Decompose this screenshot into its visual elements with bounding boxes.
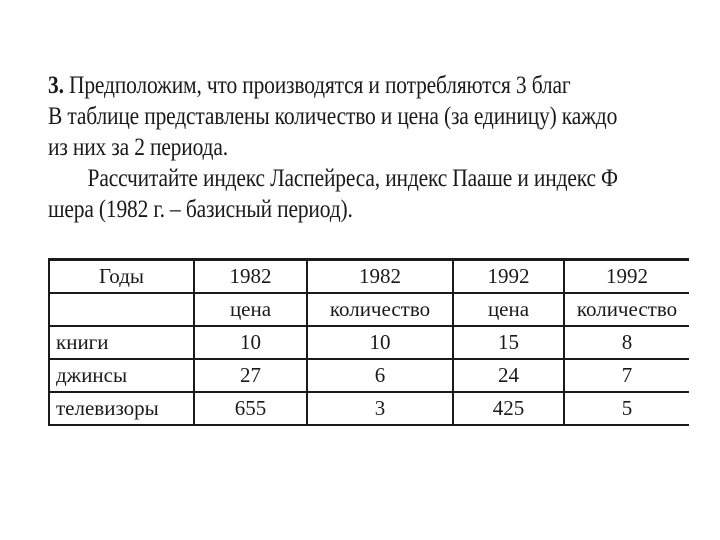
- table-row: [49, 326, 689, 359]
- header-years-label: Годы: [49, 260, 194, 294]
- header-year-cell: 1982: [307, 260, 453, 294]
- quantity-1992-cell: 5: [564, 392, 689, 425]
- table-header-row-measures: [49, 293, 689, 326]
- problem-line-4: Рассчитайте индекс Ласпейреса, индекс Пааше и индекс Ф: [87, 165, 618, 192]
- quantity-1982-cell: 3: [307, 392, 453, 425]
- price-1982-cell: 655: [194, 392, 307, 425]
- header-measure-cell: цена: [453, 293, 564, 326]
- good-name-cell: джинсы: [49, 359, 194, 392]
- problem-line-2: В таблице представлены количество и цена (за единицу) каждо: [48, 103, 618, 130]
- problem-line-1: [48, 70, 598, 101]
- quantity-1992-cell: 8: [564, 326, 689, 359]
- header-measure-cell: количество: [564, 293, 689, 326]
- quantity-1982-cell: 10: [307, 326, 453, 359]
- price-1982-cell: 10: [194, 326, 307, 359]
- price-1992-cell: 15: [453, 326, 564, 359]
- header-measure-cell: цена: [194, 293, 307, 326]
- header-year-cell: 1992: [453, 260, 564, 294]
- header-measure-empty: [49, 293, 194, 326]
- problem-line-5: шера (1982 г. – базисный период).: [48, 196, 353, 223]
- good-name-cell: телевизоры: [49, 392, 194, 425]
- problem-line-3: из них за 2 периода.: [48, 134, 228, 161]
- header-year-cell: 1992: [564, 260, 689, 294]
- quantity-1982-cell: 6: [307, 359, 453, 392]
- table-header-row-years: [49, 260, 689, 294]
- header-measure-cell: количество: [307, 293, 453, 326]
- table-row: [49, 359, 689, 392]
- problem-line-1-text: Предположим, что производятся и потребляются 3 благ: [69, 72, 571, 99]
- price-quantity-table: [48, 258, 689, 426]
- quantity-1992-cell: 7: [564, 359, 689, 392]
- problem-number: 3.: [48, 72, 64, 99]
- price-1992-cell: 24: [453, 359, 564, 392]
- problem-text: [48, 70, 618, 225]
- good-name-cell: книги: [49, 326, 194, 359]
- price-1992-cell: 425: [453, 392, 564, 425]
- price-1982-cell: 27: [194, 359, 307, 392]
- header-year-cell: 1982: [194, 260, 307, 294]
- table-row: [49, 392, 689, 425]
